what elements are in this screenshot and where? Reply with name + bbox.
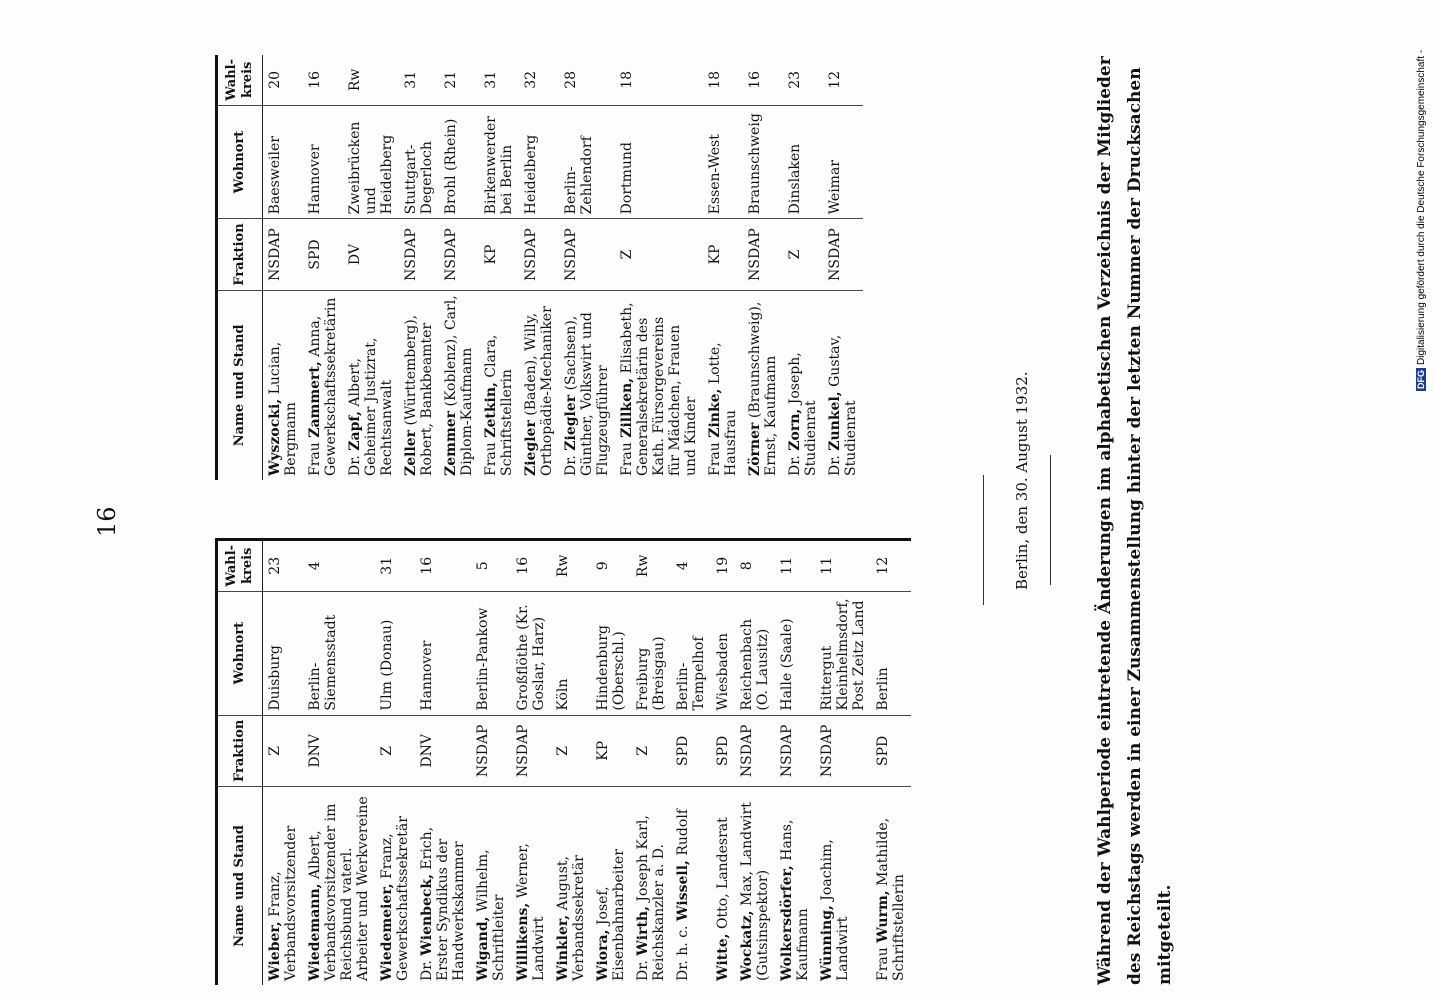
- fraktion-cell: NSDAP: [823, 219, 863, 290]
- wohnort-cell: Hannover: [415, 591, 471, 715]
- surname: Zinke,: [707, 388, 723, 438]
- member-name: [711, 787, 735, 986]
- name-details: Franz, Gewerkschaftssekretär: [379, 816, 411, 981]
- surname: Ziegler: [523, 420, 539, 476]
- member-name: [439, 290, 479, 480]
- fraktion-cell: NSDAP: [471, 715, 511, 786]
- table-row: [439, 55, 479, 480]
- member-name: [671, 787, 711, 986]
- member-name: [303, 787, 375, 986]
- surname: Wiora,: [595, 929, 611, 981]
- surname: Witte,: [715, 933, 731, 981]
- header-wohnort: Wohnort: [217, 105, 263, 219]
- wahlkreis-cell: 28: [563, 70, 579, 89]
- table-row: [591, 539, 631, 985]
- name-details: Josef, Eisenbahnarbeiter: [595, 849, 627, 981]
- wohnort-cell: Berlin: [871, 591, 911, 715]
- wohnort-cell: Berlin-Pankow: [471, 591, 511, 715]
- fraktion-cell: Z: [551, 715, 591, 786]
- divider-line: [1050, 455, 1051, 585]
- wahlkreis-cell: 16: [511, 539, 551, 591]
- fraktion-cell: Z: [375, 715, 415, 786]
- surname: Zapf,: [347, 411, 363, 451]
- fraktion-cell: Z: [783, 219, 823, 290]
- surname: Wolkersdörfer,: [779, 865, 795, 981]
- fraktion-cell: NSDAP: [815, 715, 871, 786]
- wohnort-cell: Berlin-Tempelhof: [671, 591, 711, 715]
- surname: Zillken,: [619, 377, 635, 438]
- name-details: Lucian, Bergmann: [267, 341, 299, 476]
- wohnort-cell: Berlin-Zehlendorf: [559, 105, 615, 219]
- header-wahlkreis: Wahl-kreis: [217, 55, 263, 105]
- wohnort-cell: Essen-West: [703, 105, 743, 219]
- table-row: [775, 539, 815, 985]
- name-details: (Braunschweig), Ernst, Kaufmann: [747, 301, 779, 476]
- name-details: Joseph Karl, Reichskanzler a. D.: [635, 815, 667, 981]
- digitization-note: Digitalisierung gefördert durch die Deutsche Forschungsgemeinschaft -: [1416, 49, 1427, 365]
- name-details: Gustav, Studienrat: [827, 334, 859, 476]
- table-row: [711, 539, 735, 985]
- surname: Ziegler: [563, 394, 579, 451]
- fraktion-cell: NSDAP: [735, 715, 775, 786]
- fraktion-cell: NSDAP: [743, 219, 783, 290]
- table-row: [375, 539, 415, 985]
- table-row: [631, 539, 671, 985]
- member-name: [615, 290, 703, 480]
- header-wohnort: Wohnort: [217, 591, 263, 715]
- name-details: Joseph, Studienrat: [787, 352, 819, 476]
- surname: Wissell,: [675, 860, 691, 922]
- wahlkreis-cell: 31: [375, 539, 415, 591]
- name-prefix: Frau: [875, 942, 891, 981]
- wahlkreis-cell: Rw: [347, 68, 363, 92]
- table-row: [343, 55, 399, 480]
- members-table-right: [215, 55, 863, 480]
- fraktion-cell: KP: [591, 715, 631, 786]
- name-prefix: Dr.: [827, 450, 843, 476]
- rotated-page-content: [75, 55, 1275, 985]
- member-name: [511, 787, 551, 986]
- wohnort-cell: Großflöthe (Kr. Goslar, Harz): [511, 591, 551, 715]
- notice-text: Während der Wahlperiode eintretende Änderungen im alphabetischen Verzeichnis der Mitglieder des Reichstags werden in einer Zusammenstellung hinter der letzten Nummer der Drucksachen mitgeteilt.: [1095, 56, 1175, 985]
- wahlkreis-cell: 23: [263, 539, 304, 591]
- member-name: [775, 787, 815, 986]
- members-table-left: [215, 538, 911, 985]
- member-name: [823, 290, 863, 480]
- wohnort-cell: Stuttgart-Degerloch: [399, 105, 439, 219]
- fraktion-cell: DNV: [303, 715, 375, 786]
- wohnort-cell: Rittergut Kleinhelmsdorf, Post Zeitz Land: [815, 591, 871, 715]
- table-row: [519, 55, 559, 480]
- member-name: [303, 290, 343, 480]
- fraktion-cell: KP: [703, 219, 743, 290]
- wahlkreis-cell: 12: [871, 539, 911, 591]
- fraktion-cell: NSDAP: [439, 219, 479, 290]
- table-row: [871, 539, 911, 985]
- name-details: Max, Landwirt (Gutsinspektor): [739, 802, 771, 981]
- wohnort-cell: Dinslaken: [783, 105, 823, 219]
- wahlkreis-cell: Rw: [551, 539, 591, 591]
- wahlkreis-cell: 19: [711, 539, 735, 591]
- member-name: [559, 290, 615, 480]
- fraktion-cell: Z: [615, 219, 703, 290]
- header-name: Name und Stand: [217, 787, 263, 986]
- surname: Wirth,: [635, 906, 651, 956]
- table-row: [559, 55, 615, 480]
- fraktion-cell: DNV: [415, 715, 471, 786]
- wohnort-cell: Brohl (Rhein): [439, 105, 479, 219]
- name-details: Albert, Verbandsvorsitzender im Reichsbund vaterl. Arbeiter und Werkvereine: [307, 796, 371, 981]
- wohnort-cell: Halle (Saale): [775, 591, 815, 715]
- name-prefix: Frau: [619, 437, 635, 476]
- table-row: [511, 539, 551, 985]
- table-row: [743, 55, 783, 480]
- name-details: Anna, Gewerkschaftssekretärin: [307, 297, 339, 476]
- surname: Zorn,: [787, 408, 803, 451]
- wahlkreis-cell: 16: [747, 70, 763, 89]
- member-name: [263, 290, 304, 480]
- table-row: [671, 539, 711, 985]
- table-row: [615, 55, 703, 480]
- surname: Wyszocki,: [267, 398, 283, 476]
- surname: Willikens,: [515, 902, 531, 981]
- wahlkreis-cell: 18: [619, 70, 635, 89]
- wahlkreis-cell: 11: [775, 539, 815, 591]
- surname: Zetkin,: [483, 382, 499, 438]
- member-name: [471, 787, 511, 986]
- member-name: [735, 787, 775, 986]
- name-prefix: Dr.: [563, 450, 579, 476]
- wahlkreis-cell: 16: [415, 539, 471, 591]
- table-row: [735, 539, 775, 985]
- name-details: Wilhelm, Schriftleiter: [475, 849, 507, 981]
- wohnort-cell: Ulm (Donau): [375, 591, 415, 715]
- surname: Zammert,: [307, 361, 323, 438]
- member-name: [871, 787, 911, 986]
- wohnort-cell: Reichenbach (O. Lausitz): [735, 591, 775, 715]
- wohnort-cell: Heidelberg: [519, 105, 559, 219]
- wohnort-cell: Hindenburg (Oberschl.): [591, 591, 631, 715]
- table-body-right: [263, 55, 864, 480]
- wohnort-cell: Freiburg (Breisgau): [631, 591, 671, 715]
- table-row: [471, 539, 511, 985]
- header-name: Name und Stand: [217, 290, 263, 480]
- fraktion-cell: SPD: [871, 715, 911, 786]
- table-row: [415, 539, 471, 985]
- fraktion-cell: NSDAP: [559, 219, 615, 290]
- member-name: [519, 290, 559, 480]
- surname: Zunkel,: [827, 391, 843, 451]
- surname: Zörner: [747, 422, 763, 476]
- table-row: [303, 539, 375, 985]
- wahlkreis-cell: 9: [591, 539, 631, 591]
- member-name: [815, 787, 871, 986]
- fraktion-cell: NSDAP: [775, 715, 815, 786]
- name-details: Elisabeth, Generalsekretärin des Kath. Fürsorgevereins für Mädchen, Frauen und Kinder: [619, 302, 699, 476]
- member-name: [479, 290, 519, 480]
- wahlkreis-cell: 4: [303, 539, 375, 591]
- fraktion-cell: NSDAP: [399, 219, 439, 290]
- wohnort-cell: Weimar: [823, 105, 863, 219]
- fraktion-cell: NSDAP: [263, 219, 304, 290]
- name-details: (Koblenz), Carl, Diplom-Kaufmann: [443, 295, 475, 476]
- date-line: Berlin, den 30. August 1932.: [1013, 371, 1031, 590]
- surname: Wieber,: [267, 921, 283, 981]
- member-name: [399, 290, 439, 480]
- table-header-row: [217, 539, 263, 985]
- name-prefix: Frau: [707, 437, 723, 476]
- member-name: [263, 787, 304, 986]
- name-details: Hans, Kaufmann: [779, 819, 811, 981]
- wohnort-cell: Zweibrücken und Heidelberg: [343, 105, 399, 219]
- fraktion-cell: NSDAP: [511, 715, 551, 786]
- table-row: [703, 55, 743, 480]
- fraktion-cell: KP: [479, 219, 519, 290]
- table-row: [479, 55, 519, 480]
- wahlkreis-cell: 31: [403, 70, 419, 89]
- wohnort-cell: Berlin-Siemensstadt: [303, 591, 375, 715]
- surname: Zeller: [403, 429, 419, 476]
- name-details: Lotte, Hausfrau: [707, 342, 739, 476]
- table-row: [263, 55, 304, 480]
- dfg-logo: DFG: [1416, 370, 1426, 389]
- member-name: [591, 787, 631, 986]
- wahlkreis-cell: 23: [787, 70, 803, 89]
- wohnort-cell: Hannover: [303, 105, 343, 219]
- wohnort-cell: Dortmund: [615, 105, 703, 219]
- wahlkreis-cell: 18: [707, 70, 723, 89]
- wahlkreis-cell: 4: [671, 539, 711, 591]
- wahlkreis-cell: 5: [471, 539, 511, 591]
- digitization-credit: [1416, 6, 1430, 391]
- wahlkreis-cell: 11: [815, 539, 871, 591]
- table-body-left: [263, 539, 912, 985]
- name-prefix: Dr.: [635, 955, 651, 981]
- header-fraktion: Fraktion: [217, 219, 263, 290]
- table-row: [815, 539, 871, 985]
- wohnort-cell: Baesweiler: [263, 105, 304, 219]
- wohnort-cell: Wiesbaden: [711, 591, 735, 715]
- member-name: [551, 787, 591, 986]
- wohnort-cell: Birkenwerder bei Berlin: [479, 105, 519, 219]
- name-details: Werner, Landwirt: [515, 843, 547, 981]
- member-name: [375, 787, 415, 986]
- name-details: Albert, Geheimer Justizrat, Rechtsanwalt: [347, 337, 395, 476]
- name-prefix: Dr.: [787, 450, 803, 476]
- surname: Wigand,: [475, 916, 491, 981]
- surname: Wiedemeier,: [379, 883, 395, 981]
- surname: Wienbeck,: [419, 874, 435, 956]
- name-prefix: Dr. h. c.: [675, 921, 691, 981]
- wahlkreis-cell: 32: [523, 70, 539, 89]
- name-details: (Württemberg), Robert, Bankbeamter: [403, 314, 435, 476]
- wahlkreis-cell: 8: [735, 539, 775, 591]
- fraktion-cell: Z: [263, 715, 304, 786]
- name-prefix: Frau: [307, 437, 323, 476]
- wahlkreis-cell: Rw: [631, 539, 671, 591]
- name-details: (Baden), Willy, Orthopädie-Mechaniker: [523, 306, 555, 476]
- table-row: [303, 55, 343, 480]
- divider-line: [983, 475, 984, 605]
- table-row: [263, 539, 304, 985]
- name-details: Clara, Schriftstellerin: [483, 334, 515, 476]
- fraktion-cell: SPD: [711, 715, 735, 786]
- surname: Wurm,: [875, 890, 891, 943]
- fraktion-cell: DV: [343, 219, 399, 290]
- name-details: Joachim, Landwirt: [819, 839, 851, 981]
- wahlkreis-cell: 21: [443, 70, 459, 89]
- header-wahlkreis: Wahl-kreis: [217, 539, 263, 591]
- wohnort-cell: Braunschweig: [743, 105, 783, 219]
- surname: Wockatz,: [739, 910, 755, 981]
- table-row: [551, 539, 591, 985]
- fraktion-cell: SPD: [303, 219, 343, 290]
- table-row: [783, 55, 823, 480]
- member-name: [415, 787, 471, 986]
- name-details: Erich, Erster Syndikus der Handwerkskammer: [419, 826, 467, 981]
- wohnort-cell: Köln: [551, 591, 591, 715]
- surname: Wiedemann,: [307, 883, 323, 981]
- member-name: [703, 290, 743, 480]
- name-prefix: Frau: [483, 437, 499, 476]
- fraktion-cell: Z: [631, 715, 671, 786]
- name-details: Rudolf: [675, 809, 691, 861]
- table-row: [823, 55, 863, 480]
- name-details: Mathilde, Schriftstellerin: [875, 817, 907, 981]
- surname: Wünning,: [819, 905, 835, 981]
- wohnort-cell: Duisburg: [263, 591, 304, 715]
- name-details: August, Verbandssekretär: [555, 855, 587, 981]
- table-row: [399, 55, 439, 480]
- name-prefix: Dr.: [419, 955, 435, 981]
- surname: Winkler,: [555, 914, 571, 981]
- name-details: Otto, Landesrat: [715, 817, 731, 934]
- header-fraktion: Fraktion: [217, 715, 263, 786]
- fraktion-cell: SPD: [671, 715, 711, 786]
- member-name: [783, 290, 823, 480]
- member-name: [631, 787, 671, 986]
- name-prefix: Dr.: [347, 450, 363, 476]
- member-name: [343, 290, 399, 480]
- surname: Zemmer: [443, 410, 459, 476]
- table-header-row: [217, 55, 263, 480]
- wahlkreis-cell: 31: [483, 70, 499, 89]
- wahlkreis-cell: 12: [827, 70, 843, 89]
- name-details: Franz, Verbandsvorsitzender: [267, 825, 299, 981]
- name-details: (Sachsen), Günther, Volkswirt und Flugzeugführer: [563, 312, 611, 476]
- page-number: 16: [93, 506, 121, 537]
- member-name: [743, 290, 783, 480]
- fraktion-cell: NSDAP: [519, 219, 559, 290]
- wahlkreis-cell: 16: [307, 70, 323, 89]
- wahlkreis-cell: 20: [267, 70, 283, 89]
